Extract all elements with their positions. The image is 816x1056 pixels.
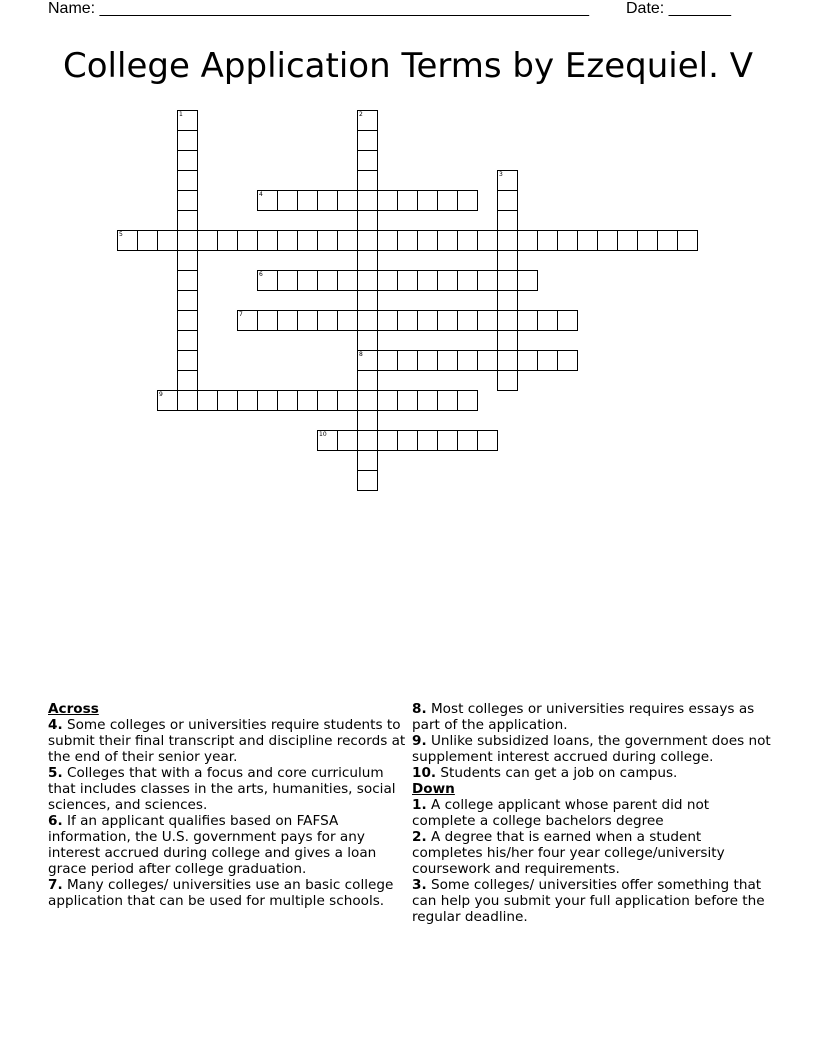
grid-cell[interactable] [377, 390, 398, 411]
grid-cell[interactable] [417, 190, 438, 211]
grid-cell[interactable] [657, 230, 678, 251]
down-heading: Down [412, 781, 455, 797]
grid-cell[interactable] [257, 390, 278, 411]
grid-cell[interactable] [497, 250, 518, 271]
grid-cell[interactable] [457, 190, 478, 211]
grid-cell[interactable] [557, 350, 578, 371]
clue-across-7: 7. Many colleges/ universities use an basic college application that can be used for multiple schools. [48, 877, 394, 909]
grid-cell[interactable] [337, 230, 358, 251]
grid-cell[interactable] [677, 230, 698, 251]
grid-cell[interactable] [397, 230, 418, 251]
grid-cell[interactable] [177, 370, 198, 391]
clue-number: 3 [499, 171, 503, 178]
grid-cell[interactable] [377, 230, 398, 251]
grid-cell[interactable] [337, 190, 358, 211]
clue-across-6: 6. If an applicant qualifies based on FAFSA information, the U.S. government pays for any interest accrued during college and gives a loan grace period after college graduation. [48, 813, 377, 877]
grid-cell[interactable] [357, 210, 378, 231]
grid-cell[interactable] [457, 430, 478, 451]
grid-cell[interactable] [437, 350, 458, 371]
grid-cell[interactable] [297, 190, 318, 211]
grid-cell[interactable] [457, 270, 478, 291]
clue-across-4: 4. Some colleges or universities require students to submit their final transcript and discipline records at the end of their senior year. [48, 717, 406, 765]
grid-cell[interactable] [237, 230, 258, 251]
grid-cell[interactable] [557, 310, 578, 331]
grid-cell[interactable] [477, 230, 498, 251]
grid-cell[interactable] [137, 230, 158, 251]
grid-cell[interactable] [497, 370, 518, 391]
grid-cell[interactable] [517, 270, 538, 291]
grid-cell[interactable] [297, 310, 318, 331]
grid-cell[interactable] [457, 230, 478, 251]
grid-cell[interactable] [177, 210, 198, 231]
grid-cell[interactable] [277, 230, 298, 251]
grid-cell[interactable] [177, 250, 198, 271]
grid-cell[interactable] [357, 450, 378, 471]
across-heading: Across [48, 701, 99, 717]
grid-cell[interactable] [477, 310, 498, 331]
grid-cell[interactable] [517, 230, 538, 251]
grid-cell[interactable] [417, 310, 438, 331]
grid-cell[interactable] [317, 190, 338, 211]
grid-cell[interactable] [357, 250, 378, 271]
clue-number: 8 [359, 351, 363, 358]
grid-cell[interactable] [337, 390, 358, 411]
clue-number: 4 [259, 191, 263, 198]
page-title: College Application Terms by Ezequiel. V [63, 46, 753, 86]
grid-cell[interactable] [197, 390, 218, 411]
grid-cell[interactable] [177, 310, 198, 331]
grid-cell[interactable] [557, 230, 578, 251]
grid-cell[interactable] [497, 270, 518, 291]
clue-column-left [48, 701, 408, 909]
date-line[interactable]: Date: _______ [626, 0, 731, 17]
grid-cell[interactable] [377, 350, 398, 371]
grid-cell[interactable] [437, 270, 458, 291]
grid-cell[interactable] [217, 230, 238, 251]
grid-cell[interactable] [257, 190, 278, 211]
clue-number: 7 [239, 311, 243, 318]
grid-cell[interactable] [417, 270, 438, 291]
grid-cell[interactable] [537, 230, 558, 251]
grid-cell[interactable] [257, 270, 278, 291]
grid-cell[interactable] [217, 390, 238, 411]
grid-cell[interactable] [497, 170, 518, 191]
grid-cell[interactable] [417, 350, 438, 371]
grid-cell[interactable] [177, 390, 198, 411]
grid-cell[interactable] [177, 190, 198, 211]
grid-cell[interactable] [197, 230, 218, 251]
grid-cell[interactable] [177, 230, 198, 251]
grid-cell[interactable] [337, 310, 358, 331]
grid-cell[interactable] [337, 270, 358, 291]
grid-cell[interactable] [357, 290, 378, 311]
grid-cell[interactable] [357, 430, 378, 451]
grid-cell[interactable] [177, 170, 198, 191]
grid-cell[interactable] [437, 430, 458, 451]
clue-across-9: 9. Unlike subsidized loans, the government does not supplement interest accrued during college. [412, 733, 771, 765]
name-line[interactable]: Name: _______________________________________________________ [48, 0, 589, 17]
grid-cell[interactable] [177, 150, 198, 171]
grid-cell[interactable] [397, 270, 418, 291]
grid-cell[interactable] [497, 310, 518, 331]
grid-cell[interactable] [297, 230, 318, 251]
grid-cell[interactable] [317, 310, 338, 331]
grid-cell[interactable] [377, 310, 398, 331]
grid-cell[interactable] [357, 270, 378, 291]
grid-cell[interactable] [357, 370, 378, 391]
grid-cell[interactable] [437, 390, 458, 411]
grid-cell[interactable] [417, 230, 438, 251]
grid-cell[interactable] [117, 230, 138, 251]
grid-cell[interactable] [357, 330, 378, 351]
grid-cell[interactable] [377, 430, 398, 451]
grid-cell[interactable] [397, 430, 418, 451]
clue-column-right [412, 701, 772, 925]
grid-cell[interactable] [357, 390, 378, 411]
grid-cell[interactable] [457, 390, 478, 411]
grid-cell[interactable] [517, 350, 538, 371]
clue-down-1: 1. A college applicant whose parent did not complete a college bachelors degree [412, 797, 710, 829]
grid-cell[interactable] [357, 190, 378, 211]
clue-across-8: 8. Most colleges or universities requires essays as part of the application. [412, 701, 755, 733]
grid-cell[interactable] [417, 430, 438, 451]
grid-cell[interactable] [457, 310, 478, 331]
clue-number: 10 [319, 431, 327, 438]
grid-cell[interactable] [497, 190, 518, 211]
grid-cell[interactable] [357, 470, 378, 491]
clue-down-2: 2. A degree that is earned when a student completes his/her four year college/university coursework and requirements. [412, 829, 725, 877]
grid-cell[interactable] [277, 190, 298, 211]
grid-cell[interactable] [177, 270, 198, 291]
grid-cell[interactable] [457, 350, 478, 371]
grid-cell[interactable] [497, 330, 518, 351]
grid-cell[interactable] [257, 230, 278, 251]
grid-cell[interactable] [157, 390, 178, 411]
grid-cell[interactable] [277, 310, 298, 331]
grid-cell[interactable] [377, 190, 398, 211]
clue-across-10: 10. Students can get a job on campus. [412, 765, 678, 781]
grid-cell[interactable] [477, 270, 498, 291]
grid-cell[interactable] [157, 230, 178, 251]
grid-cell[interactable] [637, 230, 658, 251]
grid-cell[interactable] [177, 130, 198, 151]
grid-cell[interactable] [317, 390, 338, 411]
grid-cell[interactable] [377, 270, 398, 291]
grid-cell[interactable] [357, 410, 378, 431]
grid-cell[interactable] [177, 330, 198, 351]
grid-cell[interactable] [237, 390, 258, 411]
grid-cell[interactable] [617, 230, 638, 251]
clue-down-3: 3. Some colleges/ universities offer something that can help you submit your full application before the regular deadline. [412, 877, 765, 925]
grid-cell[interactable] [357, 230, 378, 251]
grid-cell[interactable] [397, 190, 418, 211]
clue-number: 9 [159, 391, 163, 398]
grid-cell[interactable] [357, 150, 378, 171]
grid-cell[interactable] [297, 390, 318, 411]
grid-cell[interactable] [357, 350, 378, 371]
grid-cell[interactable] [177, 290, 198, 311]
grid-cell[interactable] [177, 350, 198, 371]
grid-cell[interactable] [497, 290, 518, 311]
grid-cell[interactable] [577, 230, 598, 251]
grid-cell[interactable] [317, 430, 338, 451]
grid-cell[interactable] [397, 390, 418, 411]
grid-cell[interactable] [477, 350, 498, 371]
clue-across-5: 5. Colleges that with a focus and core curriculum that includes classes in the arts, humanities, social sciences, and sciences. [48, 765, 396, 813]
grid-cell[interactable] [397, 310, 418, 331]
grid-cell[interactable] [317, 230, 338, 251]
grid-cell[interactable] [477, 430, 498, 451]
grid-cell[interactable] [177, 110, 198, 131]
grid-cell[interactable] [277, 270, 298, 291]
grid-cell[interactable] [537, 310, 558, 331]
grid-cell[interactable] [497, 230, 518, 251]
grid-cell[interactable] [397, 350, 418, 371]
grid-cell[interactable] [437, 190, 458, 211]
grid-cell[interactable] [517, 310, 538, 331]
grid-cell[interactable] [317, 270, 338, 291]
grid-cell[interactable] [357, 110, 378, 131]
grid-cell[interactable] [237, 310, 258, 331]
grid-cell[interactable] [437, 310, 458, 331]
clue-number: 5 [119, 231, 123, 238]
grid-cell[interactable] [417, 390, 438, 411]
clue-number: 1 [179, 111, 183, 118]
grid-cell[interactable] [257, 310, 278, 331]
grid-cell[interactable] [277, 390, 298, 411]
grid-cell[interactable] [597, 230, 618, 251]
clue-number: 2 [359, 111, 363, 118]
grid-cell[interactable] [537, 350, 558, 371]
clue-number: 6 [259, 271, 263, 278]
grid-cell[interactable] [357, 130, 378, 151]
grid-cell[interactable] [497, 350, 518, 371]
grid-cell[interactable] [497, 210, 518, 231]
grid-cell[interactable] [357, 310, 378, 331]
grid-cell[interactable] [297, 270, 318, 291]
grid-cell[interactable] [437, 230, 458, 251]
grid-cell[interactable] [337, 430, 358, 451]
grid-cell[interactable] [357, 170, 378, 191]
